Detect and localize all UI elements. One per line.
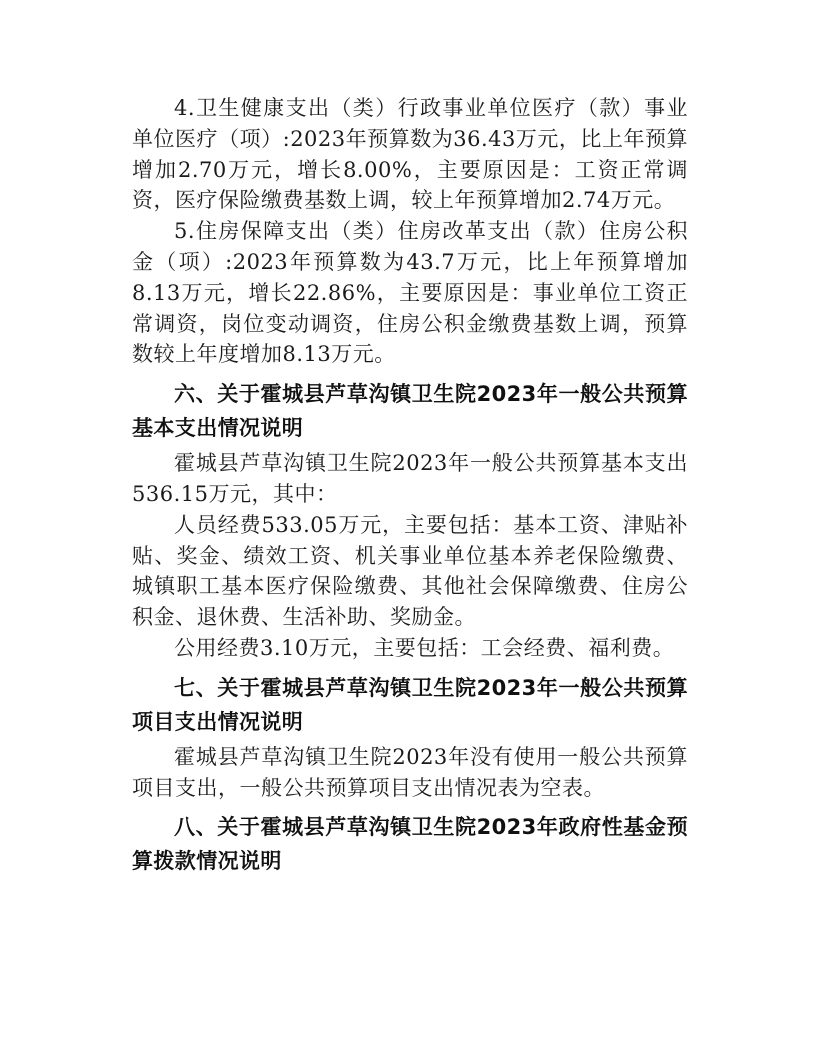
document-body	[132, 93, 688, 881]
section-seven-heading: 七、关于霍城县芦草沟镇卫生院2023年一般公共预算项目支出情况说明	[132, 675, 688, 734]
project-expense-paragraph: 霍城县芦草沟镇卫生院2023年没有使用一般公共预算项目支出，一般公共预算项目支出情况表为空表。	[132, 744, 688, 800]
basic-expense-total-paragraph: 霍城县芦草沟镇卫生院2023年一般公共预算基本支出536.15万元，其中：	[132, 451, 688, 506]
section-eight-heading: 八、关于霍城县芦草沟镇卫生院2023年政府性基金预算拨款情况说明	[132, 815, 688, 874]
health-expense-paragraph: 4.卫生健康支出（类）行政事业单位医疗（款）事业单位医疗（项）:2023年预算数为36.43万元，比上年预算增加2.70万元，增长8.00%，主要原因是：工资正常调资，医疗保险缴费基数上调，较上年预算增加2.74万元。	[132, 96, 688, 213]
public-expense-paragraph: 公用经费3.10万元，主要包括：工会经费、福利费。	[174, 635, 675, 660]
housing-expense-paragraph: 5.住房保障支出（类）住房改革支出（款）住房公积金（项）:2023年预算数为43.7万元，比上年预算增加8.13万元，增长22.86%，主要原因是：事业单位工资正常调资，岗位变动调资，住房公积金缴费基数上调，预算数较上年度增加8.13万元。	[132, 219, 688, 367]
personnel-expense-paragraph: 人员经费533.05万元，主要包括：基本工资、津贴补贴、奖金、绩效工资、机关事业单位基本养老保险缴费、城镇职工基本医疗保险缴费、其他社会保障缴费、住房公积金、退休费、生活补助、奖励金。	[132, 512, 688, 630]
section-six-heading: 六、关于霍城县芦草沟镇卫生院2023年一般公共预算基本支出情况说明	[132, 382, 688, 441]
